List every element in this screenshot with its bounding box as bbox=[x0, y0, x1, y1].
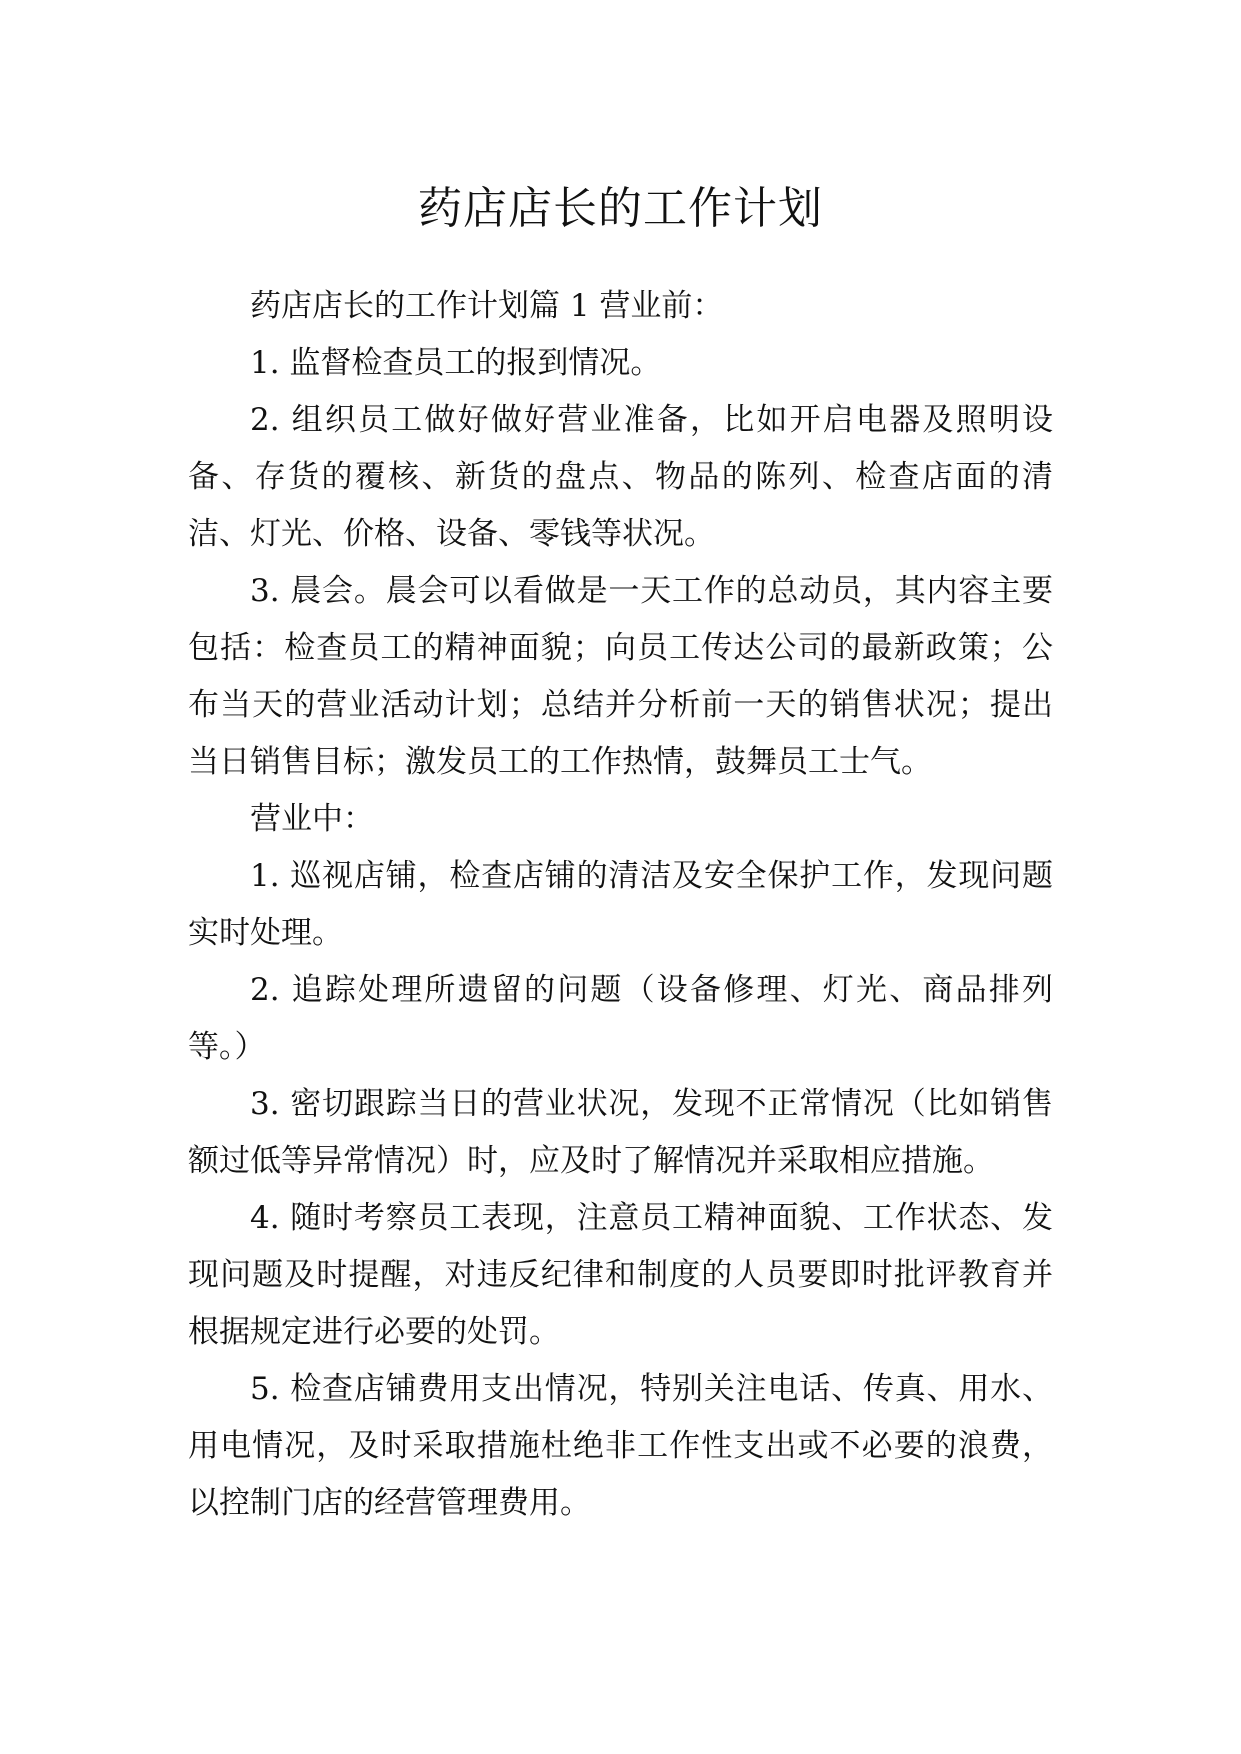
paragraph-pre-2: 2. 组织员工做好做好营业准备，比如开启电器及照明设备、存货的覆核、新货的盘点、物品的陈列、检查店面的清洁、灯光、价格、设备、零钱等状况。 bbox=[188, 402, 1053, 552]
paragraph-during-2: 2. 追踪处理所遗留的问题（设备修理、灯光、商品排列等。） bbox=[188, 972, 1053, 1065]
document-body bbox=[188, 278, 1053, 1532]
paragraph-during-3: 3. 密切跟踪当日的营业状况，发现不正常情况（比如销售额过低等异常情况）时，应及时了解情况并采取相应措施。 bbox=[188, 1086, 1053, 1179]
paragraph-intro: 药店店长的工作计划篇 1 营业前： bbox=[250, 288, 724, 324]
paragraph-during-1: 1. 巡视店铺，检查店铺的清洁及安全保护工作，发现问题实时处理。 bbox=[188, 858, 1053, 951]
document-title: 药店店长的工作计划 bbox=[418, 183, 823, 235]
paragraph-during-4: 4. 随时考察员工表现，注意员工精神面貌、工作状态、发现问题及时提醒，对违反纪律和制度的人员要即时批评教育并根据规定进行必要的处罚。 bbox=[188, 1200, 1053, 1350]
paragraph-during-heading: 营业中： bbox=[250, 801, 374, 837]
paragraph-during-5: 5. 检查店铺费用支出情况，特别关注电话、传真、用水、用电情况，及时采取措施杜绝非工作性支出或不必要的浪费，以控制门店的经营管理费用。 bbox=[188, 1371, 1053, 1521]
paragraph-pre-3: 3. 晨会。晨会可以看做是一天工作的总动员，其内容主要包括：检查员工的精神面貌；向员工传达公司的最新政策；公布当天的营业活动计划；总结并分析前一天的销售状况；提出当日销售目标；激发员工的工作热情，鼓舞员工士气。 bbox=[188, 573, 1053, 780]
paragraph-pre-1: 1. 监督检查员工的报到情况。 bbox=[250, 345, 662, 381]
